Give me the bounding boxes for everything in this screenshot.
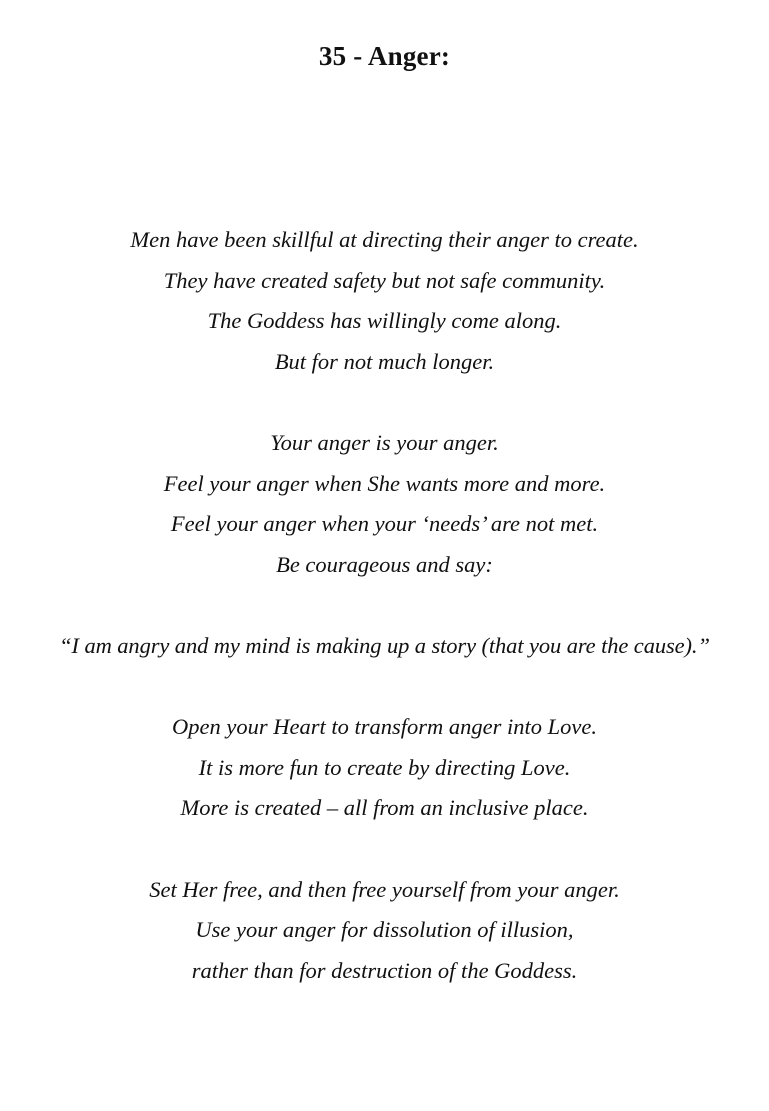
stanza-3 — [0, 626, 769, 667]
poem-line: More is created – all from an inclusive place. — [180, 795, 589, 821]
stanza-spacer — [0, 382, 769, 423]
stanza-spacer — [0, 667, 769, 708]
stanza-1 — [0, 220, 769, 382]
stanza-4 — [0, 707, 769, 829]
poem-body — [0, 220, 769, 991]
poem-line: Feel your anger when She wants more and more. — [163, 470, 606, 496]
poem-line: It is more fun to create by directing Love. — [198, 754, 571, 780]
page-title: 35 - Anger: — [318, 41, 451, 71]
stanza-2 — [0, 423, 769, 585]
poem-line: Men have been skillful at directing their anger to create. — [130, 227, 639, 252]
poem-line: Be courageous and say: — [276, 551, 493, 577]
stanza-spacer — [0, 585, 769, 626]
poem-line: Open your Heart to transform anger into Love. — [172, 714, 597, 740]
poem-line: rather than for destruction of the Goddess. — [191, 957, 578, 983]
poem-quote-line: “I am angry and my mind is making up a story (that you are the cause).” — [59, 632, 710, 658]
stanza-spacer — [0, 829, 769, 870]
poem-line: Feel your anger when your ‘needs’ are not met. — [170, 511, 599, 537]
poem-line: But for not much longer. — [274, 348, 495, 374]
poem-line: Your anger is your anger. — [270, 429, 499, 455]
stanza-5 — [0, 870, 769, 992]
poem-line: They have created safety but not safe community. — [163, 267, 606, 293]
poem-line: Use your anger for dissolution of illusion, — [195, 917, 574, 943]
poem-line: The Goddess has willingly come along. — [207, 308, 562, 334]
poem-line: Set Her free, and then free yourself from your anger. — [149, 876, 620, 902]
